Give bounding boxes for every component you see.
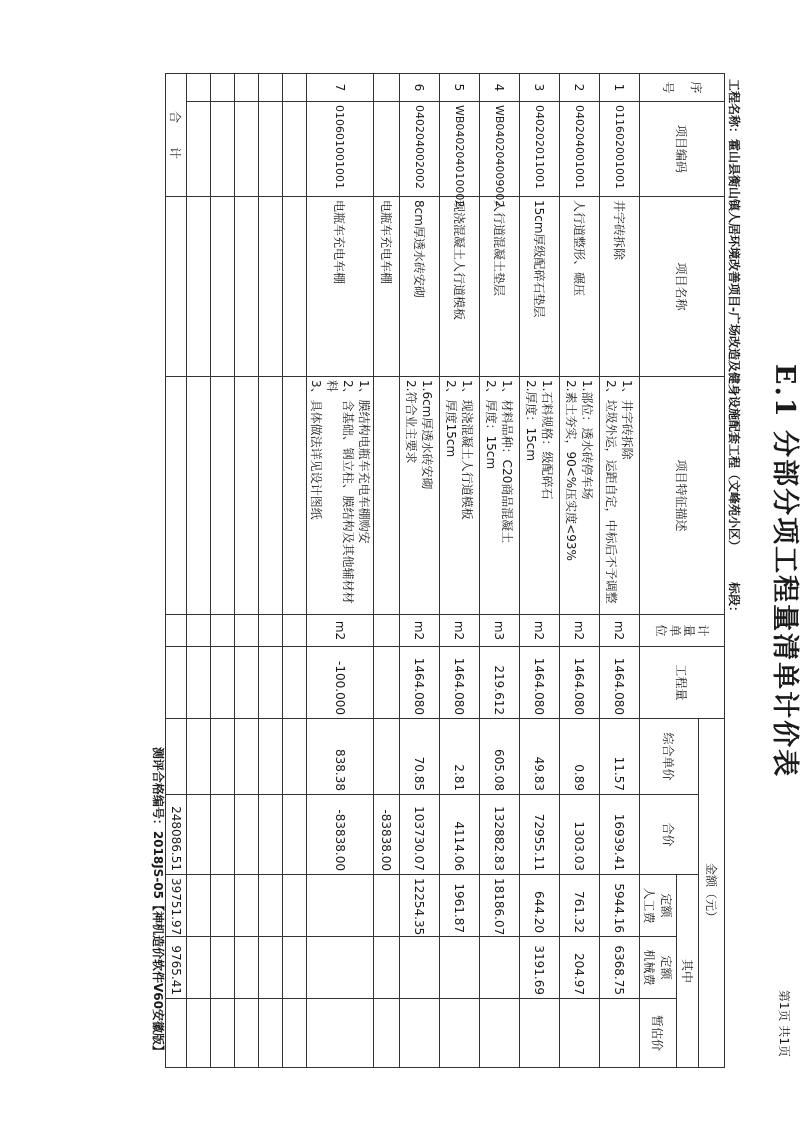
table-row: 1 011602001001 井字砖拆除 1、井字砖拆除 2、垃圾外运，运距自定，中标后不予调整 m2 1464.080 11.57 16939.41 5944.16 6368.75 xyxy=(600,74,640,1068)
empty-row xyxy=(211,74,235,1068)
project-name: 霍山县衡山镇人居环境改善项目-广场改造及健身设施配套工程（文峰苑小区） xyxy=(727,139,741,552)
col-unit: 计 量 单 位 xyxy=(640,615,725,647)
table-row: 4 WB040204009002 人行道混凝土垫层 1、材料品种：C20商品混凝土 2、厚度：15cm m3 219.612 605.08 132882.83 18186.07 xyxy=(480,74,520,1068)
col-desc: 项目特征描述 xyxy=(640,377,725,615)
empty-row xyxy=(235,74,259,1068)
grand-total: 248086.51 xyxy=(166,795,187,875)
page-number: 第1页 共1页 xyxy=(777,989,791,1057)
col-qty: 工程量 xyxy=(640,647,725,719)
col-labor: 定额 人工费 xyxy=(640,875,677,937)
empty-row xyxy=(187,74,211,1068)
total-row xyxy=(166,74,187,1068)
col-amount: 金额（元） xyxy=(699,719,725,1068)
col-total: 合价 xyxy=(640,795,699,875)
rotated-sheet xyxy=(147,71,807,1071)
subgroup-row xyxy=(374,74,400,1068)
table-row: 5 WB040204010002 现浇混凝土人行道模板 1、现浇混凝土人行道模板 2、厚度15cm m2 1464.080 2.81 4114.06 1961.87 xyxy=(440,74,480,1068)
project-meta xyxy=(726,79,743,618)
subgroup-name: 电瓶车充电车棚 xyxy=(374,197,400,377)
col-code: 项目编码 xyxy=(640,102,725,197)
empty-row xyxy=(259,74,283,1068)
project-label: 工程名称： xyxy=(727,79,741,140)
labor-total: 39751.97 xyxy=(166,875,187,937)
machine-total: 9765.41 xyxy=(166,937,187,999)
bill-table xyxy=(165,73,725,1068)
col-seq: 序 号 xyxy=(640,74,725,102)
table-row: 3 040202011001 15cm厚级配碎石垫层 1.石料规格：级配碎石 2.厚度：15cm m2 1464.080 49.83 72955.11 644.20 3191.69 xyxy=(520,74,560,1068)
subgroup-total: -83838.00 xyxy=(374,795,400,875)
table-row: 6 040204002002 8cm厚透水砖安砌 1.6cm厚透水砖安砌 2.符合业主要求 m2 1464.080 70.85 103730.07 12254.35 xyxy=(400,74,440,1068)
table-row: 7 010601001001 电瓶车充电车棚 1、膜结构电瓶车充电车棚购安 2、含基础、钢立柱、膜结构及其他辅材材料 3、具体做法详见设计图纸 m2 -100.000 838.38 -83838.00 xyxy=(307,74,374,1068)
empty-row xyxy=(283,74,307,1068)
col-unit-price: 综合单价 xyxy=(640,719,699,795)
col-machine: 定额 机械费 xyxy=(640,937,677,999)
col-name: 项目名称 xyxy=(640,197,725,377)
total-label: 合 计 xyxy=(166,74,187,197)
col-including: 其中 xyxy=(677,875,699,1068)
section-label: 标段： xyxy=(727,582,741,619)
certification-note: 测评合格编号：2018JS-05【神机造价软件V60安徽版】 xyxy=(151,746,165,1057)
col-provisional: 暂估价 xyxy=(640,999,677,1068)
page-title: E.1 分部分项工程量清单计价表 xyxy=(769,363,800,779)
table-row: 2 040204001001 人行道整形、碾压 1.部位：透水砖停车场 2.素土夯实，90<%压实度<93% m2 1464.080 0.89 1303.03 761.32 204.97 xyxy=(560,74,600,1068)
